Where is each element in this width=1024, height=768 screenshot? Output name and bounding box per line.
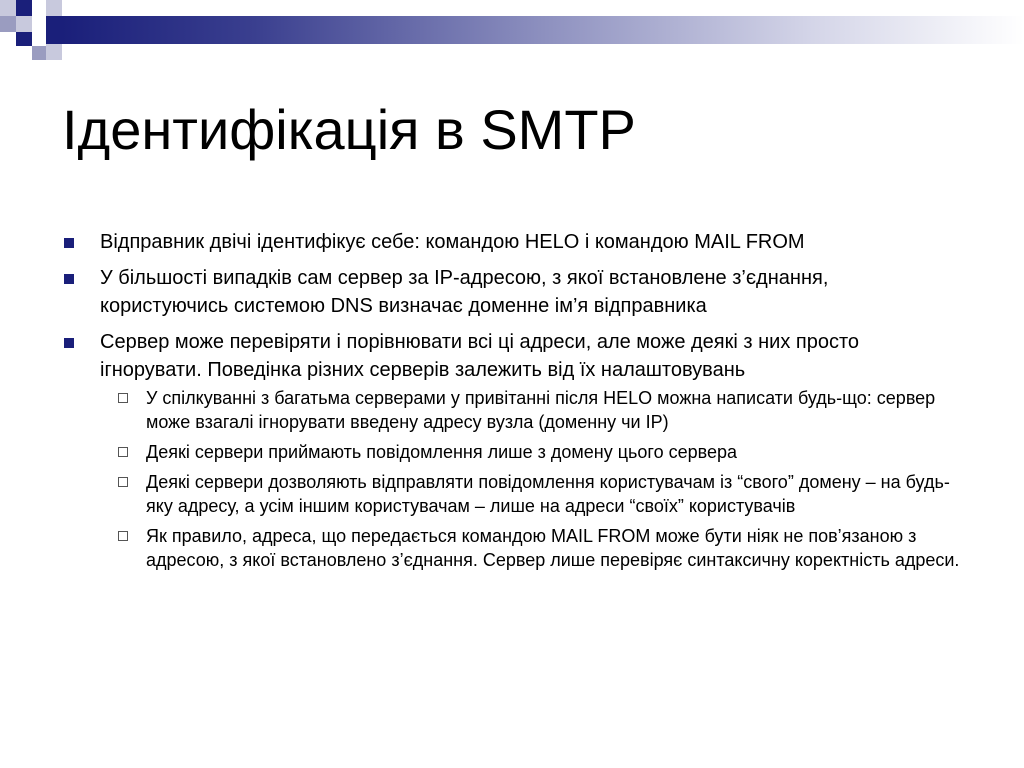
sub-bullet-text: У спілкуванні з багатьма серверами у привітанні після HELO можна написати будь-що: сервер може взагалі ігнорувати введену адресу вузла (доменну чи IP): [146, 388, 936, 432]
bullet-item: [62, 228, 962, 256]
sub-bullet-item: [100, 470, 962, 518]
decor-square-icon: [46, 44, 62, 60]
bullet-text: Сервер може перевіряти і порівнювати всі ці адреси, але може деякі з них просто ігнорувати. Поведінка різних серверів залежить від їх налаштовувань: [100, 331, 860, 381]
decor-square-icon: [0, 16, 16, 32]
header-decoration: [0, 0, 1024, 66]
filled-square-icon: [64, 338, 74, 348]
decor-square-icon: [16, 0, 32, 16]
slide-title: Ідентифікація в SMTP: [62, 98, 636, 161]
decor-square-icon: [16, 16, 32, 32]
sub-bullet-item: [100, 524, 962, 572]
decor-square-icon: [46, 16, 62, 44]
bullet-item: [62, 264, 962, 320]
hollow-square-icon: [118, 531, 128, 541]
sub-bullet-list: [100, 386, 962, 572]
decor-square-icon: [32, 46, 46, 60]
sub-bullet-text: Деякі сервери приймають повідомлення лише з домену цього сервера: [146, 442, 738, 462]
sub-bullet-item: [100, 386, 962, 434]
filled-square-icon: [64, 238, 74, 248]
hollow-square-icon: [118, 447, 128, 457]
sub-bullet-text: Деякі сервери дозволяють відправляти повідомлення користувачам із “свого” домену – на будь-яку адресу, а усім іншим користувачам – лише на адреси “своїх” користувачів: [146, 472, 950, 516]
bullet-item: [62, 328, 962, 572]
decor-square-icon: [16, 32, 32, 46]
bullet-text: Відправник двічі ідентифікує себе: командою HELO і командою MAIL FROM: [100, 231, 805, 253]
header-gradient-bar: [62, 16, 1024, 44]
sub-bullet-item: [100, 440, 962, 464]
hollow-square-icon: [118, 477, 128, 487]
sub-bullet-text: Як правило, адреса, що передається командою MAIL FROM може бути ніяк не пов’язаною з адресою, з якої встановлено з’єднання. Сервер лише перевіряє синтаксичну коректність адреси.: [146, 526, 960, 570]
bullet-text: У більшості випадків сам сервер за IP-адресою, з якої встановлене з’єднання, користуючись системою DNS визначає доменне ім’я відправника: [100, 267, 829, 317]
hollow-square-icon: [118, 393, 128, 403]
decor-square-icon: [46, 0, 62, 16]
bullet-list: [62, 228, 962, 572]
decor-square-icon: [0, 0, 16, 16]
slide-body: [62, 228, 962, 580]
filled-square-icon: [64, 274, 74, 284]
